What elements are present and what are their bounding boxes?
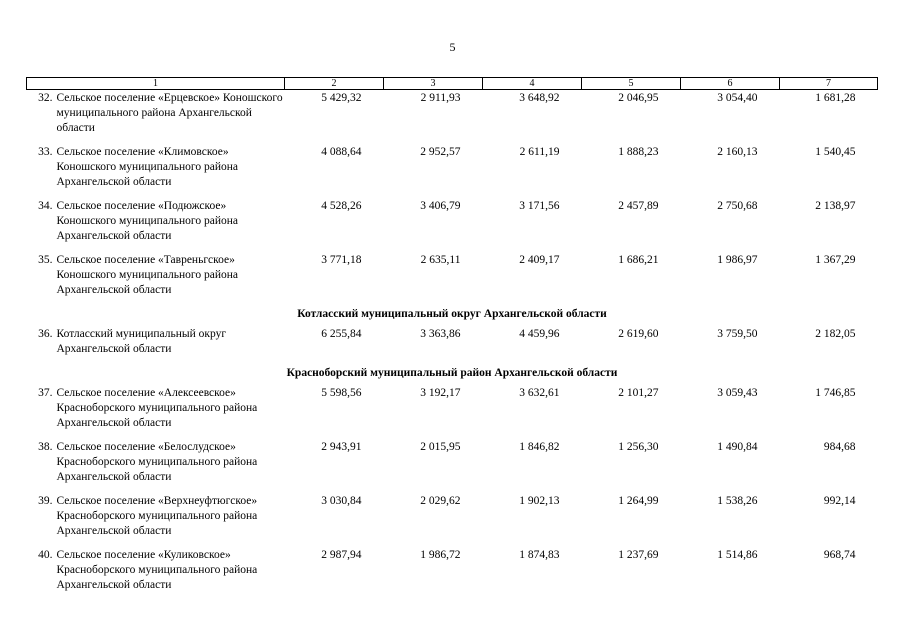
value-cell: 984,68: [823, 441, 856, 453]
value-cell: 1 540,45: [815, 146, 856, 158]
value-cell: 992,14: [823, 495, 856, 507]
value-cell: 1 986,72: [420, 549, 461, 561]
table-row: [27, 386, 878, 440]
value-cell: 4 088,64: [321, 146, 362, 158]
table-row: [27, 90, 878, 146]
value-cell: 2 619,60: [618, 328, 659, 340]
value-cell: 3 648,92: [519, 92, 560, 104]
municipality-cell: [27, 90, 285, 146]
value-cell: 4 459,96: [519, 328, 560, 340]
municipality-name: Сельское поселение «Подюжское» Коношского муниципального района Архангельской области: [56, 200, 238, 242]
municipality-cell: [27, 253, 285, 307]
value-cell: 2 029,62: [420, 495, 461, 507]
municipality-cell: [27, 199, 285, 253]
column-header: 7: [780, 78, 878, 90]
value-cell: 2 182,05: [815, 328, 856, 340]
value-cell: 2 911,93: [420, 92, 461, 104]
section-header-row: [27, 307, 878, 327]
value-cell: 2 409,17: [519, 254, 560, 266]
municipality-cell: [27, 327, 285, 366]
value-cell: 1 686,21: [618, 254, 659, 266]
municipality-name: Сельское поселение «Климовское» Коношского муниципального района Архангельской области: [56, 146, 238, 188]
value-cell: 3 406,79: [420, 200, 461, 212]
value-cell: 2 046,95: [618, 92, 659, 104]
value-cell: 2 101,27: [618, 387, 659, 399]
row-number: 39.: [38, 495, 53, 507]
value-cell: 3 363,86: [420, 328, 461, 340]
column-header: 6: [681, 78, 780, 90]
municipality-cell: [27, 440, 285, 494]
value-cell: 2 611,19: [519, 146, 560, 158]
value-cell: 1 986,97: [717, 254, 758, 266]
value-cell: 1 846,82: [519, 441, 560, 453]
value-cell: 2 457,89: [618, 200, 659, 212]
value-cell: 1 888,23: [618, 146, 659, 158]
value-cell: 3 192,17: [420, 387, 461, 399]
value-cell: 3 759,50: [717, 328, 758, 340]
value-cell: 1 681,28: [815, 92, 856, 104]
row-number: 32.: [38, 92, 53, 104]
table-row: [27, 253, 878, 307]
value-cell: 3 030,84: [321, 495, 362, 507]
value-cell: 2 635,11: [420, 254, 461, 266]
value-cell: 1 538,26: [717, 495, 758, 507]
table-row: [27, 548, 878, 602]
row-number: 33.: [38, 146, 53, 158]
value-cell: 1 256,30: [618, 441, 659, 453]
row-number: 34.: [38, 200, 53, 212]
value-cell: 3 059,43: [717, 387, 758, 399]
row-number: 36.: [38, 328, 53, 340]
value-cell: 2 160,13: [717, 146, 758, 158]
value-cell: 1 514,86: [717, 549, 758, 561]
row-number: 40.: [38, 549, 53, 561]
value-cell: 3 171,56: [519, 200, 560, 212]
value-cell: 3 771,18: [321, 254, 362, 266]
column-header: 3: [384, 78, 483, 90]
value-cell: 5 429,32: [321, 92, 362, 104]
municipality-name: Сельское поселение «Алексеевское» Красноборского муниципального района Архангельской области: [56, 387, 258, 429]
municipality-name: Сельское поселение «Ерцевское» Коношского муниципального района Архангельской области: [56, 92, 283, 134]
value-cell: 1 902,13: [519, 495, 560, 507]
row-number: 35.: [38, 254, 53, 266]
table-row: [27, 199, 878, 253]
column-number-header-row: [27, 78, 878, 90]
column-header: 1: [27, 78, 285, 90]
municipality-name: Сельское поселение «Белослудское» Красноборского муниципального района Архангельской области: [56, 441, 258, 483]
value-cell: 1 746,85: [815, 387, 856, 399]
section-header-row: [27, 366, 878, 386]
value-cell: 1 237,69: [618, 549, 659, 561]
municipality-cell: [27, 386, 285, 440]
section-title: Красноборский муниципальный район Архангельской области: [286, 367, 618, 379]
value-cell: 2 987,94: [321, 549, 362, 561]
value-cell: 3 632,61: [519, 387, 560, 399]
value-cell: 2 952,57: [420, 146, 461, 158]
municipality-cell: [27, 548, 285, 602]
value-cell: 1 490,84: [717, 441, 758, 453]
value-cell: 2 015,95: [420, 441, 461, 453]
municipality-cell: [27, 145, 285, 199]
value-cell: 2 943,91: [321, 441, 362, 453]
value-cell: 1 264,99: [618, 495, 659, 507]
table-row: [27, 327, 878, 366]
value-cell: 1 874,83: [519, 549, 560, 561]
municipality-name: Котласский муниципальный округ Архангельской области: [56, 328, 227, 355]
column-header: 4: [483, 78, 582, 90]
row-number: 37.: [38, 387, 53, 399]
section-title: Котласский муниципальный округ Архангельской области: [297, 308, 607, 320]
value-cell: 1 367,29: [815, 254, 856, 266]
municipality-name: Сельское поселение «Верхнеуфтюгское» Красноборского муниципального района Архангельской области: [56, 495, 258, 537]
table-row: [27, 440, 878, 494]
value-cell: 2 750,68: [717, 200, 758, 212]
row-number: 38.: [38, 441, 53, 453]
value-cell: 968,74: [823, 549, 856, 561]
value-cell: 4 528,26: [321, 200, 362, 212]
value-cell: 2 138,97: [815, 200, 856, 212]
value-cell: 5 598,56: [321, 387, 362, 399]
column-header: 5: [582, 78, 681, 90]
value-cell: 6 255,84: [321, 328, 362, 340]
page-number: 5: [449, 40, 456, 54]
value-cell: 3 054,40: [717, 92, 758, 104]
municipality-cell: [27, 494, 285, 548]
column-header: 2: [285, 78, 384, 90]
table-row: [27, 494, 878, 548]
table-body: [27, 90, 878, 603]
municipality-name: Сельское поселение «Куликовское» Красноборского муниципального района Архангельской области: [56, 549, 258, 591]
table-row: [27, 145, 878, 199]
municipality-name: Сельское поселение «Тавреньгское» Коношского муниципального района Архангельской области: [56, 254, 238, 296]
data-table: [26, 77, 878, 602]
